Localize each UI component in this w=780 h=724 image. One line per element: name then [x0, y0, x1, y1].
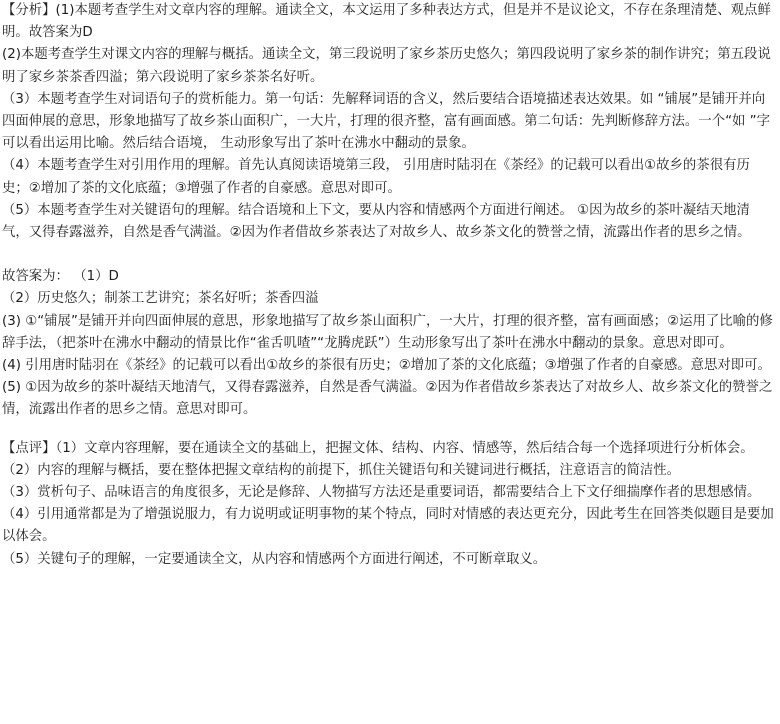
- section-spacer: [2, 244, 776, 266]
- analysis-paragraph-4: （4）本题考查学生对引用作用的理解。首先认真阅读语境第三段， 引用唐时陆羽在《茶经》的记载可以看出①故乡的茶很有历史；②增加了茶的文化底蕴；③增强了作者的自豪感。意思对即可。: [2, 158, 750, 196]
- answer-paragraph-3: (3) ①“铺展”是铺开并向四面伸展的意思，形象地描写了故乡茶山面积广，一大片，打理的很齐整，富有画面感；②运用了比喻的修辞手法，（把茶叶在沸水中翻动的情景比作“雀舌叽喳”“龙腾虎跃”）生动形象写出了茶叶在沸水中翻动的景象。意思对即可。: [2, 313, 773, 351]
- answer-paragraph-5: (5) ①因为故乡的茶叶凝结天地清气，又得春露滋养，自然是香气满溢。②因为作者借故乡茶表达了对故乡人、故乡茶文化的赞誉之情，流露出作者的思乡之情。意思对即可。: [2, 380, 773, 418]
- analysis-paragraph-5: （5）本题考查学生对关键语句的理解。结合语境和上下文，要从内容和情感两个方面进行阐述。 ①因为故乡的茶叶凝结天地清气，又得春露滋养，自然是香气满溢。②因为作者借故乡茶表达了对故乡人、故乡茶文化的赞誉之情，流露出作者的思乡之情。: [2, 202, 751, 241]
- answer-paragraph-2: （2）历史悠久；制茶工艺讲究；茶名好听；茶香四溢: [2, 291, 319, 307]
- analysis-paragraph-2: (2)本题考查学生对课文内容的理解与概括。通读全文，第三段说明了家乡茶历史悠久；第四段说明了家乡茶的制作讲究；第五段说明了家乡茶茶香四溢；第六段说明了家乡茶茶名好听。: [2, 47, 771, 85]
- comment-paragraph-3: （3）赏析句子、品味语言的角度很多，无论是修辞、人物描写方法还是重要词语，都需要结合上下文仔细揣摩作者的思想感情。: [2, 485, 761, 501]
- comment-paragraph-1: 【点评】（1）文章内容理解，要在通读全文的基础上，把握文体、结构、内容、情感等，然后结合每一个选择项进行分析体会。: [2, 440, 754, 456]
- answer-paragraph-1: 故答案为： （1）D: [2, 269, 119, 285]
- analysis-section: [2, 0, 776, 244]
- answer-paragraph-4: (4) 引用唐时陆羽在《茶经》的记载可以看出①故乡的茶很有历史；②增加了茶的文化底蕴；③增强了作者的自豪感。意思对即可。: [2, 358, 771, 374]
- analysis-paragraph-1: 【分析】(1)本题考查学生对文章内容的理解。通读全文，本文运用了多种表达方式，但是并不是议论文，不存在条理清楚、观点鲜明。故答案为D: [2, 3, 771, 41]
- answers-section: [2, 266, 776, 421]
- comment-paragraph-5: （5）关键句子的理解，一定要通读全文，从内容和情感两个方面进行阐述，不可断章取义。: [2, 551, 547, 567]
- section-spacer: [2, 422, 776, 438]
- comment-paragraph-4: （4）引用通常都是为了增强说服力，有力说明或证明事物的某个特点，同时对情感的表达更充分，因此考生在回答类似题目是要加以体会。: [2, 507, 774, 545]
- analysis-paragraph-3: （3）本题考查学生对词语句子的赏析能力。第一句话：先解释词语的含义，然后要结合语境描述表达效果。如 “铺展”是铺开并向四面伸展的意思，形象地描写了故乡茶山面积广，一大片，打理的很齐整，富有画面感。第二句话：先判断修辞方法。一个“如 ”字可以看出运用比喻。然后结合语境， 生动形象写出了茶叶在沸水中翻动的景象。: [2, 91, 771, 152]
- comment-section: [2, 438, 776, 571]
- comment-paragraph-2: （2）内容的理解与概括，要在整体把握文章结构的前提下，抓住关键语句和关键词进行概括，注意语言的简洁性。: [2, 462, 681, 478]
